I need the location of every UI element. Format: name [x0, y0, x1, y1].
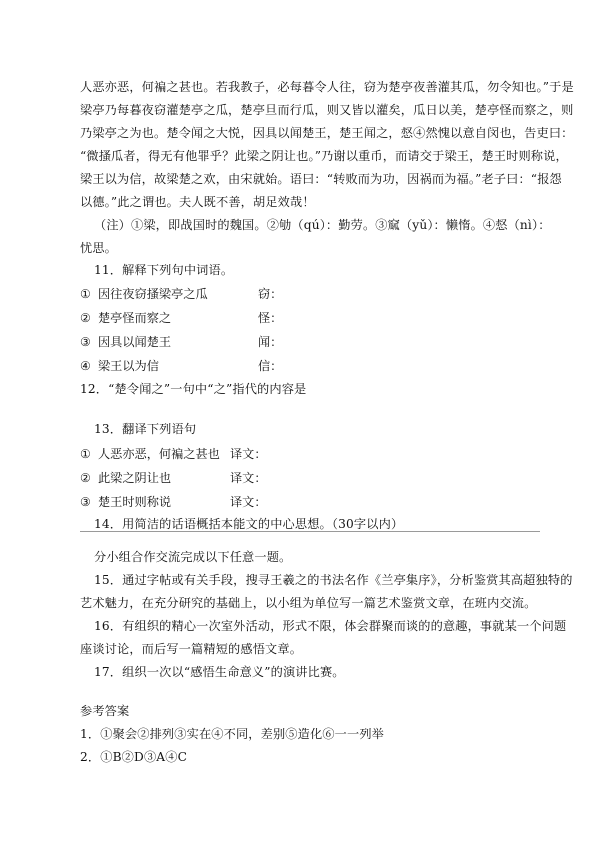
question-14-title: 14．用简洁的话语概括本能文的中心思想。（30字以内） — [94, 517, 404, 531]
question-13-title: 13．翻译下列语句 — [94, 422, 197, 436]
item-number: ② — [80, 311, 91, 325]
answer-1: 1．①聚会②排列③实在④不同，差别⑤造化⑥一一列举 — [80, 727, 385, 741]
item-text: 楚王时则称说 — [98, 495, 172, 509]
passage-line-3: 乃梁亭之为也。楚令闻之大悦，因具以闻楚王，楚王闻之，惄④然愧以意自闵也，告吏曰： — [80, 126, 574, 140]
item-number: ③ — [80, 495, 91, 509]
item-text: 梁王以为信 — [98, 359, 159, 373]
item-text: 因具以闻楚王 — [98, 335, 172, 349]
item-text: 因往夜窃搔梁亭之瓜 — [98, 287, 208, 301]
passage-line-4: “微搔瓜者，得无有他罪乎？此梁之阴让也。”乃谢以重币，而请交于梁王，楚王时则称说， — [80, 149, 568, 163]
item-number: ③ — [80, 335, 91, 349]
item-label: 译文： — [230, 447, 267, 461]
item-label: 译文： — [230, 495, 267, 509]
answers-title: 参考答案 — [80, 704, 130, 718]
group-task-intro: 分小组合作交流完成以下任意一题。 — [94, 550, 292, 564]
item-text: 人恶亦恶，何褊之甚也 — [98, 447, 220, 461]
passage-line-5: 梁王以为信，故梁楚之欢，由宋就始。语曰：“转败而为功，因祸而为福。”老子曰：“报怨 — [80, 172, 562, 186]
passage-line-2: 梁亭乃每暮夜窃灌楚亭之瓜，楚亭旦而行瓜，则又皆以灌矣，瓜日以美，楚亭怪而察之，则 — [80, 103, 574, 117]
question-17: 17．组织一次以“感悟生命意义”的演讲比赛。 — [94, 665, 345, 679]
item-number: ① — [80, 447, 91, 461]
item-label: 闻： — [258, 335, 283, 349]
question-15-line-1: 15．通过字帖或有关手段，搜寻王羲之的书法名作《兰亭集序》，分析鉴赏其高超独特的 — [94, 573, 573, 587]
answer-2: 2．①B②D③A④C — [80, 750, 188, 764]
question-11-title: 11．解释下列句中词语。 — [94, 263, 234, 277]
item-number: ① — [80, 287, 91, 301]
item-text: 楚亭怪而察之 — [98, 311, 172, 325]
item-number: ④ — [80, 359, 91, 373]
item-text: 此梁之阴让也 — [98, 471, 172, 485]
annotation-note-continued: 忧思。 — [80, 241, 118, 255]
question-15-line-2: 艺术魅力，在充分研究的基础上，以小组为单位写一篇艺术鉴赏文章，在班内交流。 — [80, 596, 537, 610]
section-divider — [80, 531, 540, 532]
item-label: 信： — [258, 359, 283, 373]
question-12-title: 12．“楚令闻之”一句中“之”指代的内容是 — [80, 382, 307, 396]
annotation-note: （注）①梁，即战国时的魏国。②劬（qú）：勤劳。③窳（yǔ）：懒惰。④惄（nì）： — [94, 218, 551, 232]
passage-line-1: 人恶亦恶，何褊之甚也。若我教子，必每暮令人往，窃为楚亭夜善灌其瓜，勿令知也。”于是 — [80, 80, 574, 94]
question-16-line-1: 16．有组织的精心一次室外活动，形式不限，体会群聚而谈的的意趣，事就某一个问题 — [94, 619, 567, 633]
question-16-line-2: 座谈讨论，而后写一篇精短的感悟文章。 — [80, 642, 303, 656]
item-label: 窃： — [258, 287, 283, 301]
item-label: 译文： — [230, 471, 267, 485]
item-label: 怪： — [258, 311, 283, 325]
passage-line-6: 以德。”此之谓也。夫人既不善，胡足效哉！ — [80, 195, 315, 209]
item-number: ② — [80, 471, 91, 485]
